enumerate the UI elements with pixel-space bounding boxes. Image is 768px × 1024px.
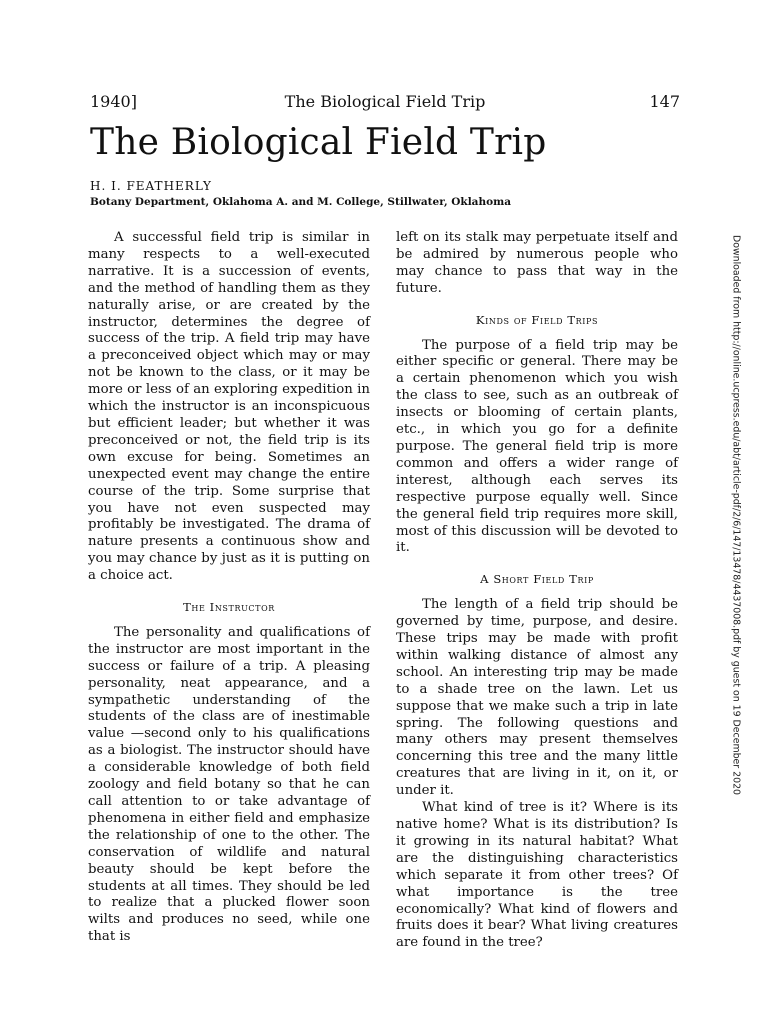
instructor-paragraph: The personality and qualifications of the instructor are most important in the success or failure of a trip. A pleasing personality, neat appearance, and a sympathetic understanding of the students of the class are of inestimable value —second only to his qualifications as a biologist. The instructor should have a considerable knowledge of both field zoology and field botany so that he can call attention to or take advantage of phenomena in either field and emphasize the relationship of one to the other. The conservation of wildlife and natural beauty should be kept before the students at all times. They should be led to realize that a plucked flower soon wilts and produces no seed, while one that is xyxy=(88,624,370,945)
kinds-paragraph: The purpose of a field trip may be either specific or general. There may be a certain phenomenon which you wish the class to see, such as an outbreak of insects or blooming of certain plants, etc., in which you go for a definite purpose. The general field trip is more common and offers a wider range of interest, although each serves its respective purpose equally well. Since the general field trip requires more skill, most of this discussion will be devoted to it. xyxy=(396,337,678,556)
running-title: The Biological Field Trip xyxy=(284,92,486,111)
download-notice: Downloaded from http://online.ucpress.edu/abt/article-pdf/2/6/147/13478/4437008.pdf by guest on 19 December 2020 xyxy=(730,235,742,795)
page-number: 147 xyxy=(649,92,680,111)
section-heading-kinds: Kinds of Field Trips xyxy=(475,312,599,327)
section-heading-instructor: The Instructor xyxy=(183,600,275,615)
questions-paragraph: What kind of tree is it? Where is its native home? What is its distribution? Is it growing in its natural habitat? What are the distinguishing characteristics which separate it from other trees? Of what importance is the tree economically? What kind of flowers and fruits does it bear? What living creatures are found in the tree? xyxy=(396,800,678,951)
volume-year: 1940] xyxy=(90,92,137,111)
author-affiliation: Botany Department, Oklahoma A. and M. College, Stillwater, Oklahoma xyxy=(90,196,512,208)
left-column xyxy=(88,230,370,946)
continued-paragraph: left on its stalk may perpetuate itself and be admired by numerous people who may chance to pass that way in the future. xyxy=(396,230,678,296)
article-title: The Biological Field Trip xyxy=(90,122,547,163)
section-heading-short-trip: A Short Field Trip xyxy=(480,572,594,587)
short-trip-paragraph: The length of a field trip should be governed by time, purpose, and desire. These trips may be made with profit within walking distance of almost any school. An interesting trip may be made to a shade tree on the lawn. Let us suppose that we make such a trip in late spring. The following questions and many others may present themselves concerning this tree and the many little creatures that are living in it, on it, or under it. xyxy=(396,597,678,799)
intro-paragraph: A successful field trip is similar in many respects to a well-executed narrative. It is a succession of events, and the method of handling them as they naturally arise, or are created by the instructor, determines the degree of success of the trip. A field trip may have a preconceived object which may or may not be known to the class, or it may be more or less of an exploring expedition in which the instructor is an inconspicuous but efficient leader; but whether it was preconceived or not, the field trip is its own excuse for being. Sometimes an unexpected event may change the entire course of the trip. Some surprise that you have not even suspected may profitably be investigated. The drama of nature presents a continuous show and you may chance by just as it is putting on a choice act. xyxy=(88,230,370,584)
author-name: H. I. FEATHERLY xyxy=(90,179,212,193)
download-sidebar xyxy=(729,235,743,795)
right-column xyxy=(396,230,678,952)
page-header xyxy=(90,92,680,114)
